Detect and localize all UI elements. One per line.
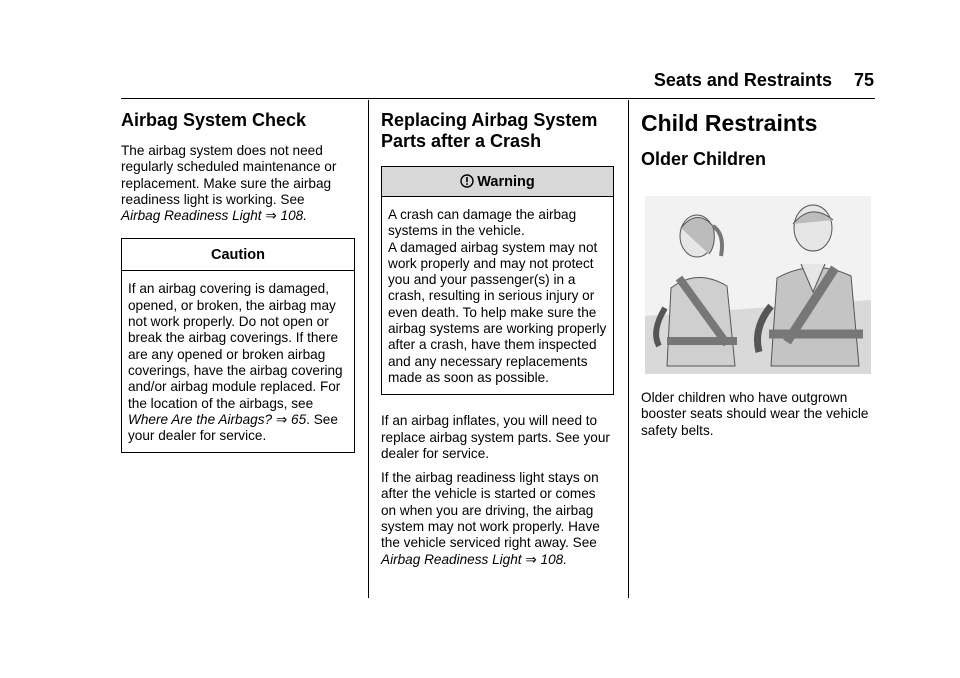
page-header — [0, 70, 874, 91]
warning-icon — [460, 174, 474, 188]
page-ref-arrow-icon: ⇒ — [275, 411, 288, 427]
page-ref-arrow-icon: ⇒ — [525, 551, 537, 567]
warning-box — [381, 166, 614, 395]
caution-text: If an airbag covering is damaged, opened, or broken, the airbag may not work properly. Do not open or break the airbag coverings. If there are any opened or broken airbag coverings, have the airbag covering and/or airbag module replaced. For the location of the airbags, see Where Are the Airbags? ⇒ 65. See your dealer for service. — [128, 281, 343, 444]
column-2 — [381, 98, 614, 576]
replacing-parts-heading: Replacing Airbag System Parts after a Crash — [381, 110, 598, 151]
airbag-readiness-light-link[interactable]: Airbag Readiness Light ⇒ 108. — [121, 208, 307, 224]
where-are-airbags-link[interactable]: Where Are the Airbags? ⇒ 65 — [128, 411, 307, 427]
older-children-caption: Older children who have outgrown booster seats should wear the vehicle safety belts. — [641, 390, 869, 438]
column-1 — [121, 98, 355, 453]
airbag-check-heading: Airbag System Check — [121, 110, 307, 130]
caution-box — [121, 238, 355, 453]
column-divider — [368, 100, 369, 598]
page-number: 75 — [853, 70, 874, 90]
column-3 — [641, 98, 875, 447]
child-restraints-heading: Child Restraints — [641, 110, 818, 136]
older-children-seatbelt-illustration — [645, 196, 871, 374]
caution-title: Caution — [122, 239, 354, 271]
section-title: Seats and Restraints — [653, 70, 832, 90]
warning-text-2: A damaged airbag system may not work properly and may not protect you and your passenger(s) in a crash, resulting in serious injury or even death. To help make sure the airbag systems are working properly after a crash, have them inspected and any necessary replacements made as soon as possible. — [388, 239, 607, 385]
warning-title: Warning — [382, 167, 613, 197]
airbag-check-text: The airbag system does not need regularly scheduled maintenance or replacement. Make sure the airbag readiness light is working. See Airbag Readiness Light ⇒ 108. — [121, 143, 337, 224]
airbag-readiness-light-link[interactable]: Airbag Readiness Light ⇒ 108. — [381, 551, 567, 567]
older-children-subheading: Older Children — [641, 149, 767, 169]
warning-text-1: A crash can damage the airbag systems in the vehicle. — [388, 207, 577, 239]
page-ref-arrow-icon: ⇒ — [265, 208, 277, 224]
column-divider — [628, 100, 629, 598]
inflate-paragraph: If an airbag inflates, you will need to replace airbag system parts. See your dealer for service. — [381, 413, 610, 461]
readiness-light-paragraph: If the airbag readiness light stays on after the vehicle is started or comes on when you are driving, the airbag system may not work properly. Have the vehicle serviced right away. See Airbag Readiness Light ⇒ 108. — [381, 470, 600, 567]
